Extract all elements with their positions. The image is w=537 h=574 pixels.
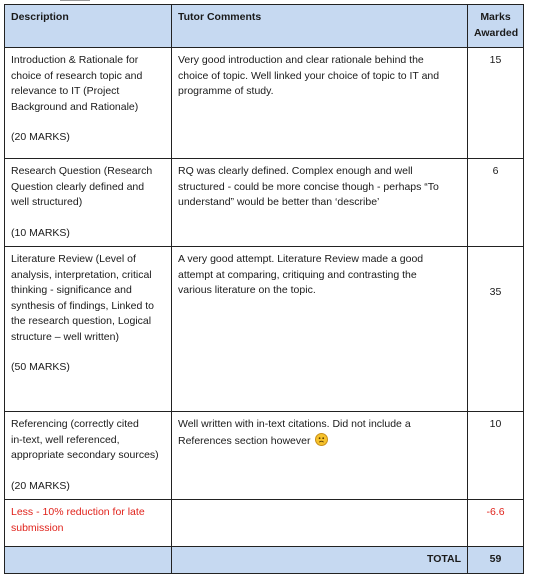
comment-line: understand” would be better than ‘describe’	[178, 196, 380, 208]
description-line: the research question, Logical	[11, 315, 152, 327]
sad-face-emoji-icon	[315, 433, 328, 446]
comment-line: Well written with in-text citations. Did not include a	[178, 418, 411, 430]
description-line: Referencing (correctly cited	[11, 418, 139, 430]
description-line: well structured)	[11, 196, 83, 208]
row-weight: (20 MARKS)	[11, 131, 70, 143]
row-description	[5, 48, 172, 159]
description-line: Introduction & Rationale for	[11, 54, 139, 66]
late-penalty-description	[5, 500, 172, 547]
late-penalty-comment	[172, 500, 468, 547]
marking-table	[4, 4, 524, 574]
comment-line: Very good introduction and clear rationale behind the	[178, 54, 424, 66]
row-mark: 15	[468, 48, 524, 159]
description-line: appropriate secondary sources)	[11, 449, 159, 461]
header-tutor-comments: Tutor Comments	[172, 5, 468, 48]
description-line: Less - 10% reduction for late	[11, 506, 145, 518]
late-penalty-row	[5, 500, 524, 547]
row-mark: 10	[468, 412, 524, 500]
comment-line: A very good attempt. Literature Review made a good	[178, 253, 424, 265]
row-mark: 35	[468, 247, 524, 412]
table-row	[5, 159, 524, 247]
description-line: thinking - significance and	[11, 284, 132, 296]
description-line: Literature Review (Level of	[11, 253, 136, 265]
row-description	[5, 412, 172, 500]
header-marks-line1: Marks	[480, 11, 511, 23]
description-line: Research Question (Research	[11, 165, 153, 177]
description-line: choice of research topic and	[11, 69, 143, 82]
comment-line: structured - could be more concise though - perhaps “To	[178, 180, 439, 193]
comment-line: RQ was clearly defined. Complex enough and well	[178, 165, 413, 177]
description-line: relevance to IT (Project	[11, 85, 120, 97]
description-line: submission	[11, 521, 64, 534]
total-label: TOTAL	[172, 547, 468, 574]
table-row	[5, 412, 524, 500]
comment-line: various literature on the topic.	[178, 284, 316, 296]
row-comment	[172, 48, 468, 159]
page-edge-mark	[60, 0, 90, 3]
comment-line: choice of topic. Well linked your choice of topic to IT and	[178, 69, 440, 82]
late-penalty-mark: -6.6	[468, 500, 524, 547]
row-weight: (10 MARKS)	[11, 226, 70, 239]
row-weight: (50 MARKS)	[11, 361, 70, 373]
row-description	[5, 247, 172, 412]
table-row	[5, 48, 524, 159]
description-line: analysis, interpretation, critical	[11, 268, 152, 281]
description-line: Background and Rationale)	[11, 100, 139, 113]
description-line: synthesis of findings, Linked to	[11, 299, 155, 312]
row-description	[5, 159, 172, 247]
total-value: 59	[468, 547, 524, 574]
row-comment	[172, 159, 468, 247]
description-line: Question clearly defined and	[11, 180, 145, 193]
table-row	[5, 247, 524, 412]
header-description: Description	[5, 5, 172, 48]
comment-line-with-icon	[178, 433, 461, 450]
comment-line: programme of study.	[178, 85, 274, 97]
row-weight: (20 MARKS)	[11, 479, 70, 492]
comment-line: attempt at comparing, critiquing and contrasting the	[178, 268, 417, 281]
row-mark: 6	[468, 159, 524, 247]
description-line: structure – well written)	[11, 330, 119, 343]
header-marks-awarded	[468, 5, 524, 48]
header-marks-line2: Awarded	[474, 26, 519, 39]
table-header-row	[5, 5, 524, 48]
description-line: in-text, well referenced,	[11, 433, 120, 446]
row-comment	[172, 247, 468, 412]
row-comment	[172, 412, 468, 500]
comment-line: References section however	[178, 434, 311, 447]
